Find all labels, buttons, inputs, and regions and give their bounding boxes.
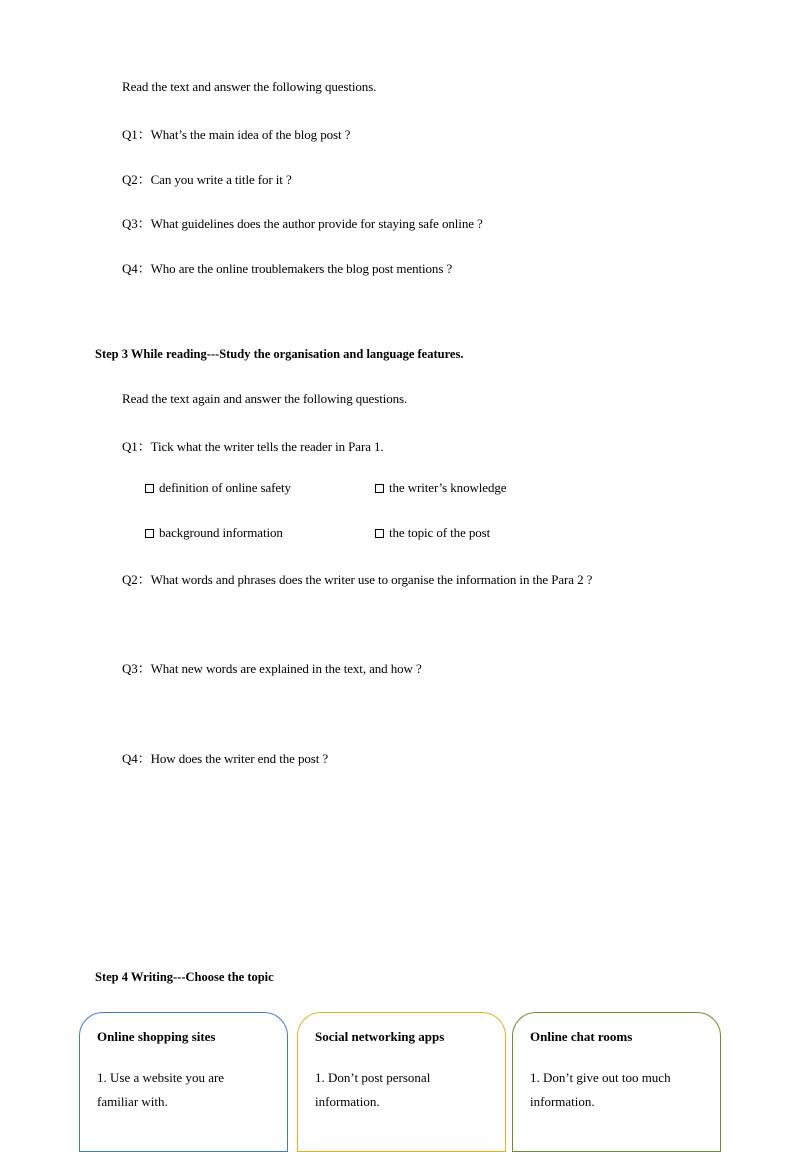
topic-title: Online shopping sites bbox=[97, 1029, 216, 1044]
step3-intro: Read the text again and answer the following questions. bbox=[122, 391, 408, 406]
topic-box-shopping[interactable] bbox=[79, 1012, 288, 1152]
question-1: Q1：What’s the main idea of the blog post ? bbox=[122, 127, 351, 142]
checkbox[interactable] bbox=[375, 484, 384, 493]
checkbox[interactable] bbox=[375, 529, 384, 538]
question-2: Q2：Can you write a title for it ? bbox=[122, 172, 292, 187]
option-topic[interactable] bbox=[375, 525, 490, 541]
step3-question-2: Q2：What words and phrases does the writer use to organise the information in the Para 2 ? bbox=[122, 572, 593, 587]
topic-text: 1. Use a website you are familiar with. bbox=[97, 1070, 225, 1109]
step4-heading: Step 4 Writing---Choose the topic bbox=[95, 970, 274, 984]
option-label: the writer’s knowledge bbox=[389, 480, 507, 495]
checkbox[interactable] bbox=[145, 484, 154, 493]
step3-question-1: Q1：Tick what the writer tells the reader in Para 1. bbox=[122, 439, 384, 454]
option-definition[interactable] bbox=[145, 480, 291, 496]
topic-text: 1. Don’t give out too much information. bbox=[530, 1070, 671, 1109]
topic-box-social[interactable] bbox=[297, 1012, 506, 1152]
step3-heading: Step 3 While reading---Study the organisation and language features. bbox=[95, 347, 464, 361]
topic-text: 1. Don’t post personal information. bbox=[315, 1070, 431, 1109]
option-label: the topic of the post bbox=[389, 525, 491, 540]
option-label: background information bbox=[159, 525, 283, 540]
section-intro: Read the text and answer the following questions. bbox=[122, 79, 377, 94]
question-3: Q3：What guidelines does the author provide for staying safe online ? bbox=[122, 216, 483, 231]
checkbox[interactable] bbox=[145, 529, 154, 538]
step3-question-4: Q4：How does the writer end the post ? bbox=[122, 751, 329, 766]
topic-title: Social networking apps bbox=[315, 1029, 445, 1044]
topic-title: Online chat rooms bbox=[530, 1029, 633, 1044]
topic-box-chat[interactable] bbox=[512, 1012, 721, 1152]
option-background[interactable] bbox=[145, 525, 283, 541]
option-label: definition of online safety bbox=[159, 480, 291, 495]
option-knowledge[interactable] bbox=[375, 480, 506, 496]
step3-question-3: Q3：What new words are explained in the text, and how ? bbox=[122, 661, 422, 676]
question-4: Q4：Who are the online troublemakers the blog post mentions ? bbox=[122, 261, 453, 276]
